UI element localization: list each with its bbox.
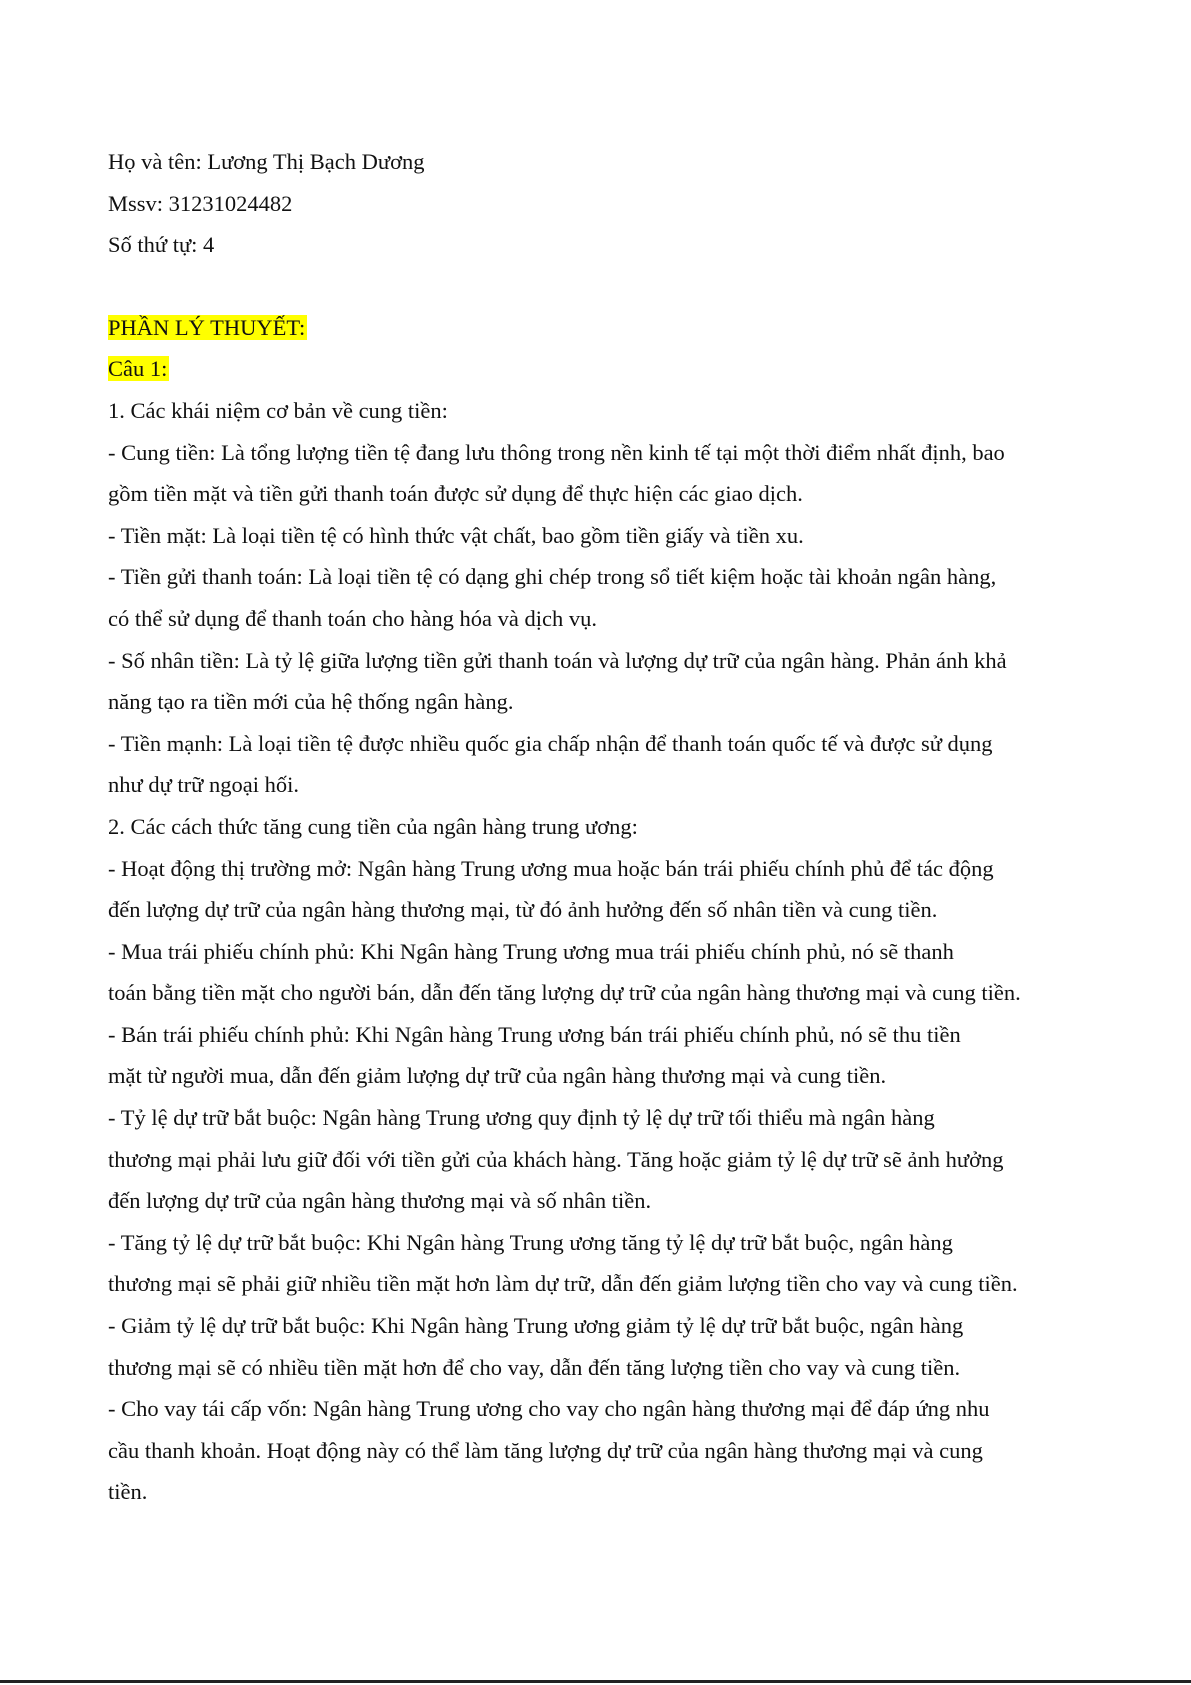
page-bottom-divider	[0, 1680, 1191, 1683]
body-line: - Tiền mạnh: Là loại tiền tệ được nhiều quốc gia chấp nhận để thanh toán quốc tế và được sử dụng	[108, 730, 993, 756]
body-line: - Bán trái phiếu chính phủ: Khi Ngân hàng Trung ương bán trái phiếu chính phủ, nó sẽ thu tiền	[108, 1021, 961, 1047]
body-line: - Mua trái phiếu chính phủ: Khi Ngân hàng Trung ương mua trái phiếu chính phủ, nó sẽ thanh	[108, 938, 954, 964]
question-label: Câu 1:	[108, 356, 168, 382]
student-name: Họ và tên: Lương Thị Bạch Dương	[108, 149, 425, 174]
body-line: tiền.	[108, 1479, 148, 1505]
body-line: - Giảm tỷ lệ dự trữ bắt buộc: Khi Ngân hàng Trung ương giảm tỷ lệ dự trữ bắt buộc, ngân hàng	[108, 1313, 964, 1339]
section-title: PHẦN LÝ THUYẾT:	[108, 314, 306, 340]
body-line: có thể sử dụng để thanh toán cho hàng hóa và dịch vụ.	[108, 605, 597, 631]
body-line: - Tỷ lệ dự trữ bắt buộc: Ngân hàng Trung ương quy định tỷ lệ dự trữ tối thiểu mà ngân hàng	[108, 1105, 935, 1131]
student-order-number: Số thứ tự: 4	[108, 232, 215, 258]
body-line: - Cung tiền: Là tổng lượng tiền tệ đang lưu thông trong nền kinh tế tại một thời điểm nhất định, bao	[108, 439, 1005, 465]
body-line: cầu thanh khoản. Hoạt động này có thể làm tăng lượng dự trữ của ngân hàng thương mại và cung	[108, 1437, 983, 1463]
body-line: đến lượng dự trữ của ngân hàng thương mại, từ đó ảnh hưởng đến số nhân tiền và cung tiền.	[108, 897, 938, 923]
body-line: thương mại sẽ phải giữ nhiều tiền mặt hơn làm dự trữ, dẫn đến giảm lượng tiền cho vay và cung tiền.	[108, 1271, 1018, 1297]
body-line: như dự trữ ngoại hối.	[108, 772, 299, 798]
section-title-line	[108, 307, 1088, 349]
body-line: 1. Các khái niệm cơ bản về cung tiền:	[108, 397, 448, 423]
body-line: đến lượng dự trữ của ngân hàng thương mại và số nhân tiền.	[108, 1188, 652, 1214]
body-line: - Tiền gửi thanh toán: Là loại tiền tệ có dạng ghi chép trong sổ tiết kiệm hoặc tài khoản ngân hàng,	[108, 564, 997, 590]
body-line: gồm tiền mặt và tiền gửi thanh toán được sử dụng để thực hiện các giao dịch.	[108, 481, 803, 507]
document-body	[108, 141, 1088, 1513]
body-line: - Hoạt động thị trường mở: Ngân hàng Trung ương mua hoặc bán trái phiếu chính phủ để tác động	[108, 855, 994, 881]
student-id: Mssv: 31231024482	[108, 190, 293, 216]
body-line: - Cho vay tái cấp vốn: Ngân hàng Trung ương cho vay cho ngân hàng thương mại để đáp ứng nhu	[108, 1396, 990, 1422]
spacer	[108, 266, 1088, 307]
body-line: thương mại sẽ có nhiều tiền mặt hơn để cho vay, dẫn đến tăng lượng tiền cho vay và cung tiền.	[108, 1354, 961, 1380]
body-line: toán bằng tiền mặt cho người bán, dẫn đến tăng lượng dự trữ của ngân hàng thương mại và cung tiền.	[108, 980, 1021, 1006]
question-label-line	[108, 348, 1088, 390]
body-line: - Tiền mặt: Là loại tiền tệ có hình thức vật chất, bao gồm tiền giấy và tiền xu.	[108, 522, 804, 548]
body-line: năng tạo ra tiền mới của hệ thống ngân hàng.	[108, 689, 514, 715]
body-line: 2. Các cách thức tăng cung tiền của ngân hàng trung ương:	[108, 813, 638, 839]
body-line: mặt từ người mua, dẫn đến giảm lượng dự trữ của ngân hàng thương mại và cung tiền.	[108, 1063, 887, 1089]
body-line: - Số nhân tiền: Là tỷ lệ giữa lượng tiền gửi thanh toán và lượng dự trữ của ngân hàng. Phản ánh khả	[108, 647, 1007, 673]
body-line: - Tăng tỷ lệ dự trữ bắt buộc: Khi Ngân hàng Trung ương tăng tỷ lệ dự trữ bắt buộc, ngân hàng	[108, 1229, 953, 1255]
body-line: thương mại phải lưu giữ đối với tiền gửi của khách hàng. Tăng hoặc giảm tỷ lệ dự trữ sẽ ảnh hưởng	[108, 1146, 1004, 1172]
